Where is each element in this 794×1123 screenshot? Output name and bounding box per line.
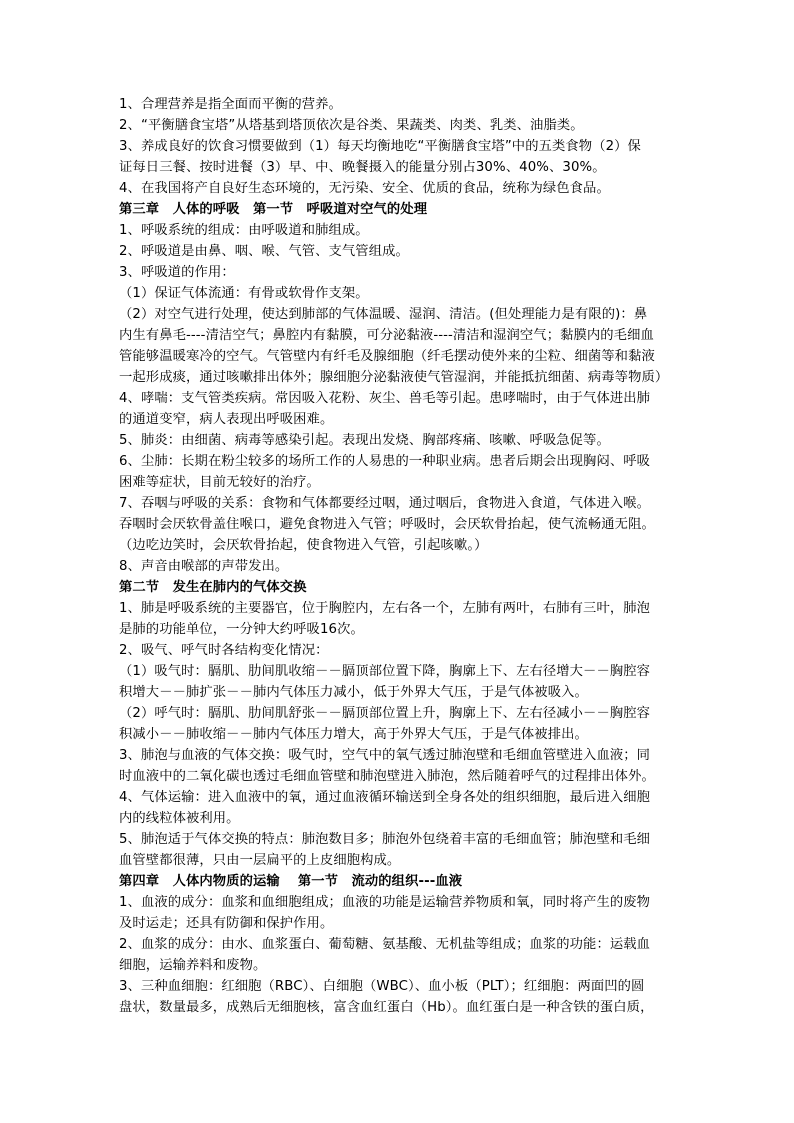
section-heading: 第三章 人体的呼吸 第一节 呼吸道对空气的处理 [119,202,428,217]
text-line: 1、呼吸系统的组成：由呼吸道和肺组成。 [119,223,369,238]
text-line: 吞咽时会厌软骨盖住喉口，避免食物进入气管；呼吸时，会厌软骨抬起，使气流畅通无阻。 [119,517,655,532]
text-line: 6、尘肺：长期在粉尘较多的场所工作的人易患的一种职业病。患者后期会出现胸闷、呼吸 [119,454,651,469]
text-line: 2、血浆的成分：由水、血浆蛋白、葡萄糖、氨基酸、无机盐等组成；血浆的功能：运载血 [119,937,651,952]
text-line: 血管壁都很薄，只由一层扁平的上皮细胞构成。 [119,853,401,868]
text-line: 内生有鼻毛----清洁空气；鼻腔内有黏膜，可分泌黏液----清洁和湿润空气；黏膜内的毛细血 [119,328,654,343]
text-line: （2）对空气进行处理，使达到肺部的气体温暖、湿润、清洁。(但处理能力是有限的)：鼻 [119,307,648,322]
text-line: 一起形成痰，通过咳嗽排出体外；腺细胞分泌黏液使气管湿润，并能抵抗细菌、病毒等物质） [119,370,669,385]
text-line: （1）保证气体流通：有骨或软骨作支架。 [119,286,369,301]
text-line: 的通道变窄，病人表现出呼吸困难。 [119,412,334,427]
text-line: 1、血液的成分：血浆和血细胞组成；血液的功能是运输营养物质和氧，同时将产生的废物 [119,895,651,910]
text-line: 2、呼吸道是由鼻、咽、喉、气管、支气管组成。 [119,244,409,259]
text-line: 证每日三餐、按时进餐（3）早、中、晚餐摄入的能量分别占30%、40%、30%。 [119,160,606,175]
text-line: 3、养成良好的饮食习惯要做到（1）每天均衡地吃“平衡膳食宝塔”中的五类食物（2）保 [119,139,641,154]
section-heading: 第二节 发生在肺内的气体交换 [119,580,307,595]
text-line: 5、肺泡适于气体交换的特点：肺泡数目多；肺泡外包绕着丰富的毛细血管；肺泡壁和毛细 [119,832,651,847]
text-line: 管能够温暖寒冷的空气。气管壁内有纤毛及腺细胞（纤毛摆动使外来的尘粒、细菌等和黏液 [119,349,655,364]
text-line: 1、肺是呼吸系统的主要器官，位于胸腔内，左右各一个，左肺有两叶，右肺有三叶，肺泡 [119,601,651,616]
text-line: 3、肺泡与血液的气体交换：吸气时，空气中的氧气透过肺泡壁和毛细血管壁进入血液；同 [119,748,651,763]
document-body [119,94,679,1018]
text-line: （2）呼气时：膈肌、肋间肌舒张－－膈顶部位置上升，胸廓上下、左右径减小－－胸腔容 [119,706,651,721]
text-line: 4、哮喘：支气管类疾病。常因吸入花粉、灰尘、兽毛等引起。患哮喘时，由于气体进出肺 [119,391,651,406]
text-line: 积增大－－肺扩张－－肺内气体压力减小，低于外界大气压，于是气体被吸入。 [119,685,588,700]
text-line: 2、“平衡膳食宝塔”从塔基到塔顶依次是谷类、果蔬类、肉类、乳类、油脂类。 [119,118,584,133]
text-line: （边吃边笑时，会厌软骨抬起，使食物进入气管，引起咳嗽。） [119,538,488,553]
text-line: 1、合理营养是指全面而平衡的营养。 [119,97,342,112]
text-line: 2、吸气、呼气时各结构变化情况： [119,643,329,658]
text-line: 细胞，运输养料和废物。 [119,958,267,973]
text-line: 8、声音由喉部的声带发出。 [119,559,289,574]
text-line: （1）吸气时：膈肌、肋间肌收缩－－膈顶部位置下降，胸廓上下、左右径增大－－胸腔容 [119,664,651,679]
text-line: 7、吞咽与呼吸的关系：食物和气体都要经过咽，通过咽后，食物进入食道，气体进入喉。 [119,496,651,511]
text-line: 盘状，数量最多，成熟后无细胞核，富含血红蛋白（Hb）。血红蛋白是一种含铁的蛋白质， [119,1000,654,1015]
text-line: 积减小－－肺收缩－－肺内气体压力增大，高于外界大气压，于是气体被排出。 [119,727,588,742]
text-line: 时血液中的二氧化碳也透过毛细血管壁和肺泡壁进入肺泡，然后随着呼气的过程排出体外。 [119,769,655,784]
text-line: 是肺的功能单位，一分钟大约呼吸16次。 [119,622,364,637]
text-line: 3、呼吸道的作用： [119,265,235,280]
text-line: 3、三种血细胞：红细胞（RBC）、白细胞（WBC）、血小板（PLT）；红细胞：两面凹的圆 [119,979,645,994]
text-line: 及时运走；还具有防御和保护作用。 [119,916,334,931]
text-line: 4、在我国将产自良好生态环境的，无污染、安全、优质的食品，统称为绿色食品。 [119,181,610,196]
text-line: 内的线粒体被利用。 [119,811,240,826]
text-line: 困难等症状，目前无较好的治疗。 [119,475,320,490]
section-heading: 第四章 人体内物质的运输 第一节 流动的组织---血液 [119,874,463,889]
text-line: 5、肺炎：由细菌、病毒等感染引起。表现出发烧、胸部疼痛、咳嗽、呼吸急促等。 [119,433,610,448]
text-line: 4、气体运输：进入血液中的氧，通过血液循环输送到全身各处的组织细胞，最后进入细胞 [119,790,651,805]
